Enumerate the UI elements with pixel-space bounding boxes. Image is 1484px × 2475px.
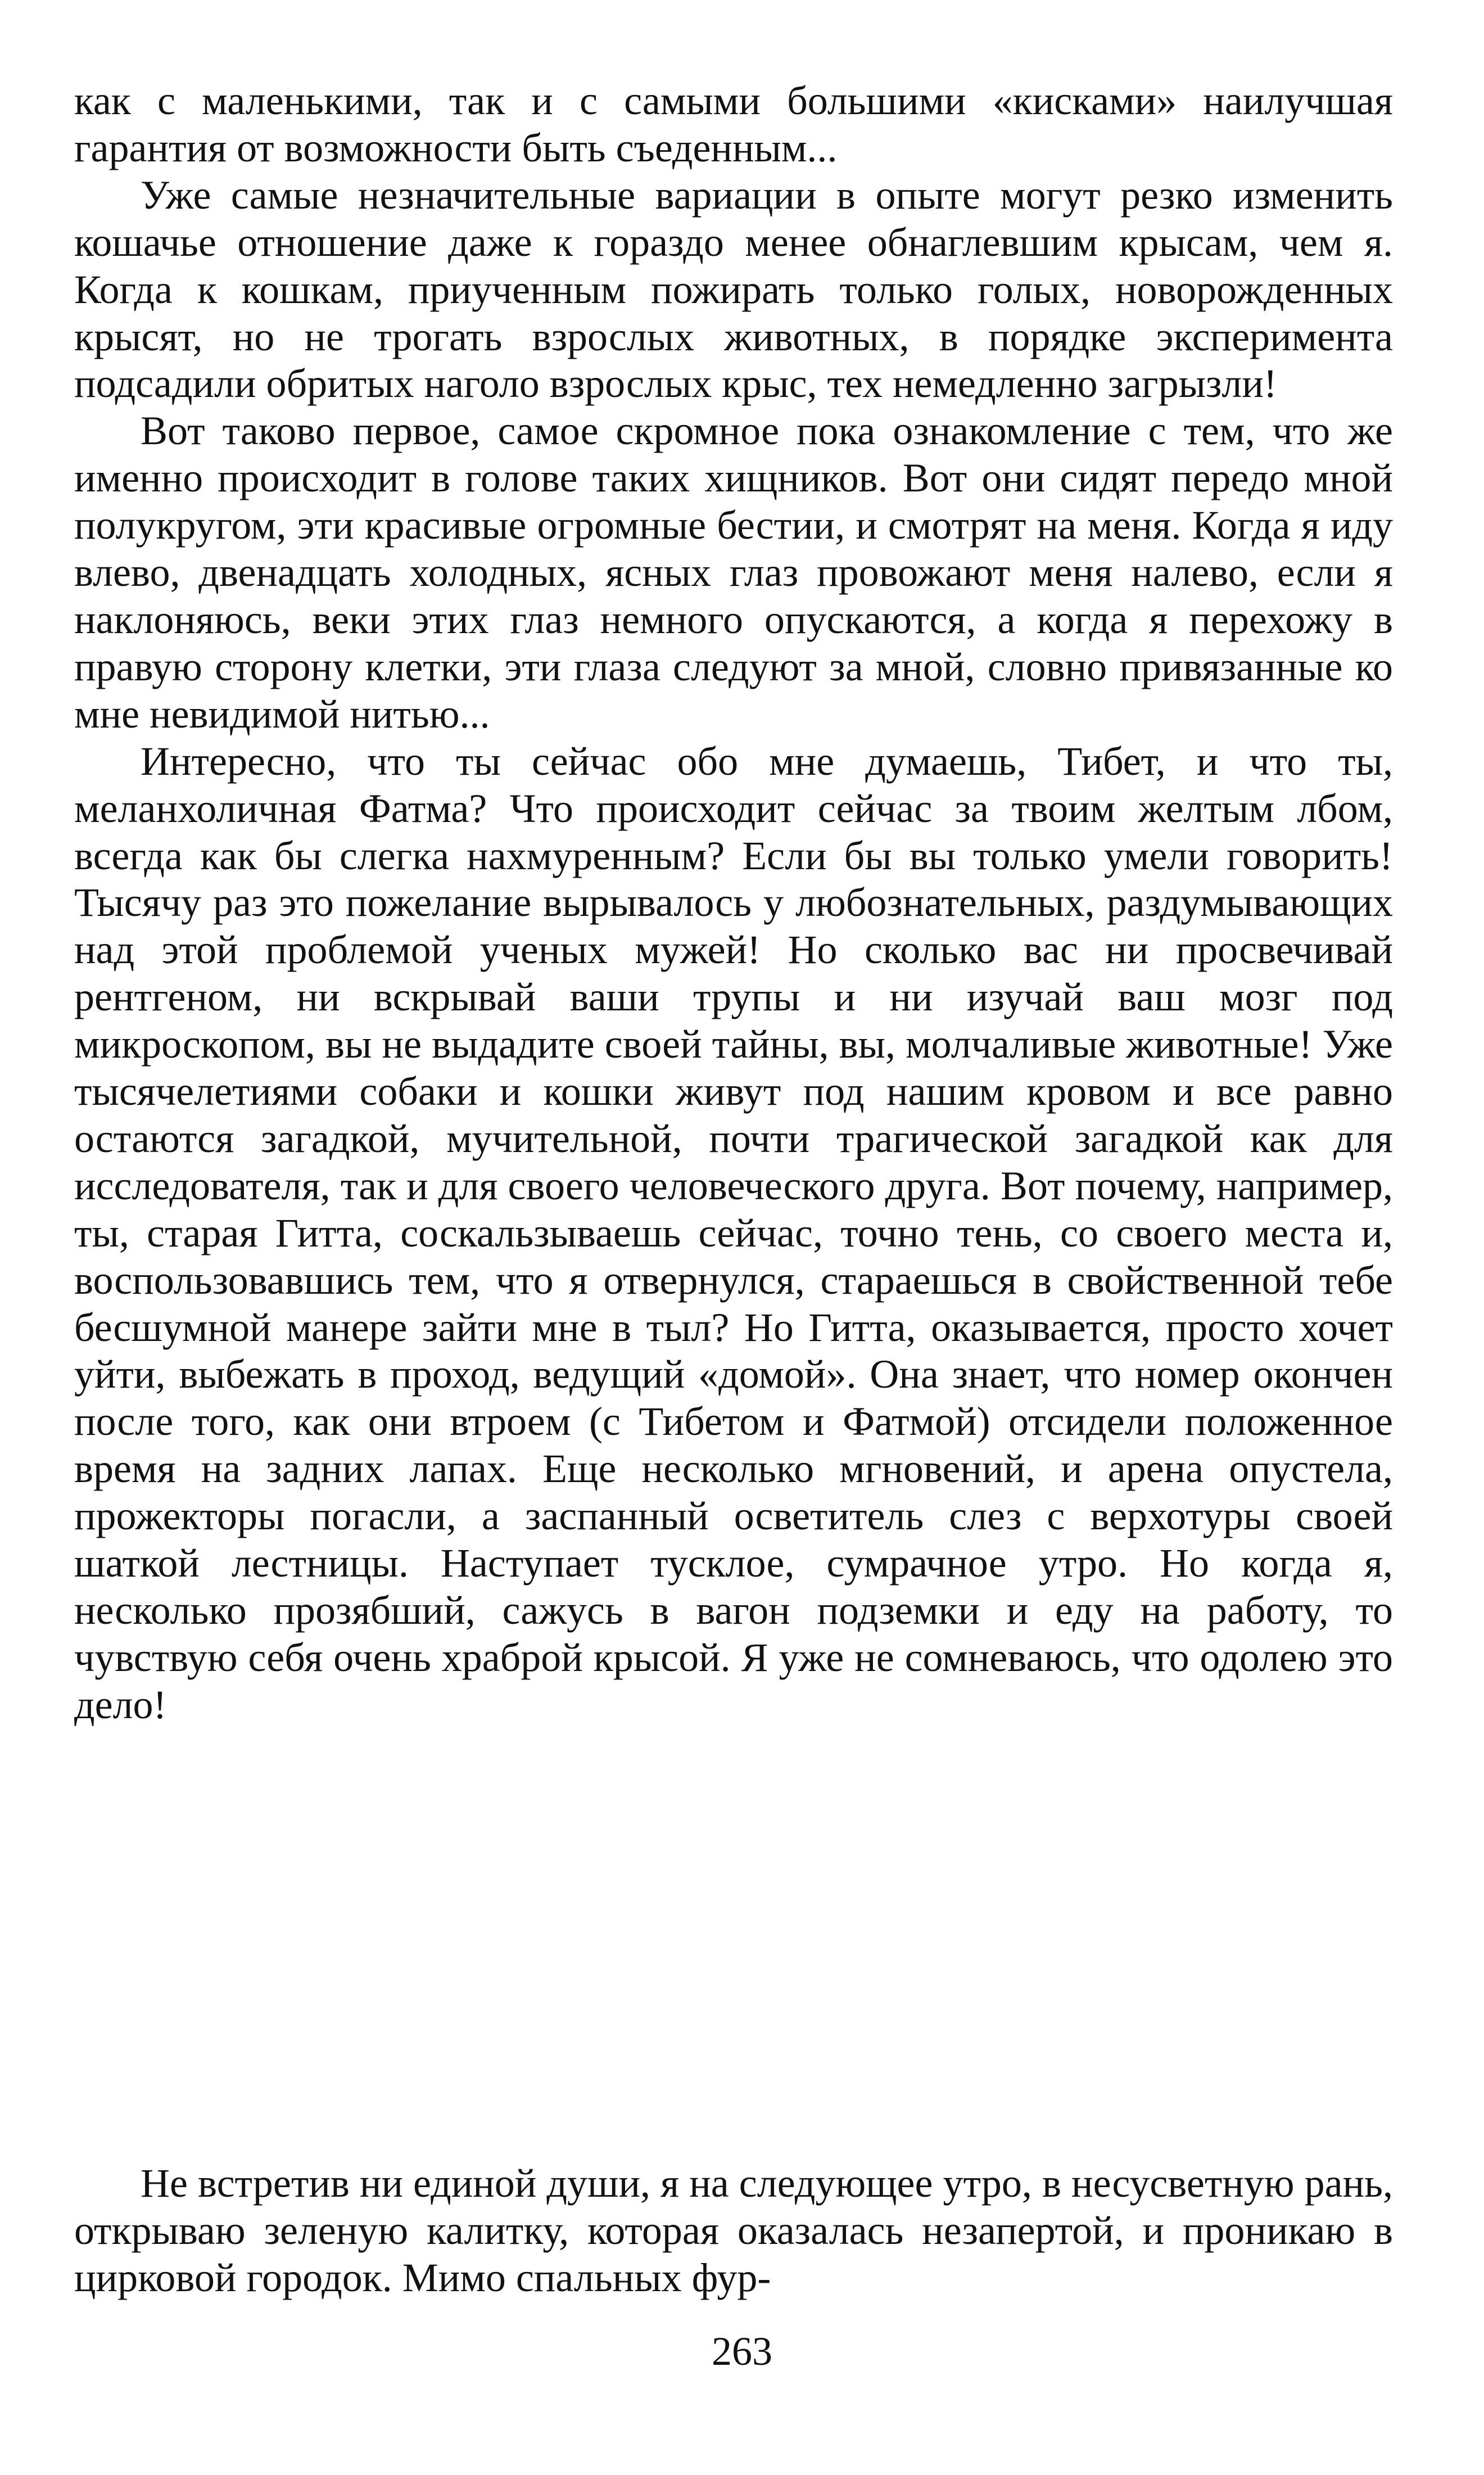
paragraph-next-morning: Не встретив ни единой души, я на следующее утро, в несусветную рань, открываю зеленую калитку, которая оказалась незапертой, и проникаю в цирковой городок. Мимо спальных фур-	[74, 2161, 1393, 2300]
paragraph-cat-experiment: Уже самые незначительные вариации в опыте могут резко изменить кошачье отношение даже к гораздо менее обнаглевшим крысам, чем я. Когда к кошкам, приученным пожирать только голых, новорожденных крысят, но не трогать взрослых животных, в порядке эксперимента подсадили обритых наголо взрослых крыс, тех немедленно загрызли!	[74, 172, 1393, 407]
page-number: 263	[712, 2329, 772, 2374]
paragraph-tibet-fatma: Интересно, что ты сейчас обо мне думаешь, Тибет, и что ты, меланхоличная Фатма? Что происходит сейчас за твоим желтым лбом, всегда как бы слегка нахмуренным? Если бы вы только умели говорить! Тысячу раз это пожелание вырывалось у любознательных, раздумывающих над этой проблемой ученых мужей! Но сколько вас ни просвечивай рентгеном, ни вскрывай ваши трупы и ни изучай ваш мозг под микроскопом, вы не выдадите своей тайны, вы, молчаливые животные! Уже тысячелетиями собаки и кошки живут под нашим кровом и все равно остаются загадкой, мучительной, почти трагической загадкой как для исследователя, так и для своего человеческого друга. Вот почему, например, ты, старая Гитта, соскальзываешь сейчас, точно тень, со своего места и, воспользовавшись тем, что я отвернулся, стараешься в свойственной тебе бесшумной манере зайти мне в тыл? Но Гитта, оказывается, просто хочет уйти, выбежать в проход, ведущий «домой». Она знает, что номер окончен после того, как они втроем (с Тибетом и Фатмой) отсидели положенное время на задних лапах. Еще несколько мгновений, и арена опустела, прожекторы погасли, а заспанный осветитель слез с верхотуры своей шаткой лестницы. Наступает тусклое, сумрачное утро. Но когда я, несколько прозябший, сажусь в вагон подземки и еду на работу, то чувствую себя очень храброй крысой. Я уже не сомневаюсь, что одолею это дело!	[74, 738, 1393, 1727]
next-section-text-block	[74, 2160, 1393, 2302]
paragraph-continuation: как с маленькими, так и с самыми большими «кисками» наилучшая гарантия от возможности быть съеденным...	[74, 78, 1393, 170]
main-text-block	[74, 78, 1393, 1729]
paragraph-predators: Вот таково первое, самое скромное пока ознакомление с тем, что же именно происходит в голове таких хищников. Вот они сидят передо мной полукругом, эти красивые огромные бестии, и смотрят на меня. Когда я иду влево, двенадцать холодных, ясных глаз провожают меня налево, если я наклоняюсь, веки этих глаз немного опускаются, а когда я перехожу в правую сторону клетки, эти глаза следуют за мной, словно привязанные ко мне невидимой нитью...	[74, 408, 1393, 737]
